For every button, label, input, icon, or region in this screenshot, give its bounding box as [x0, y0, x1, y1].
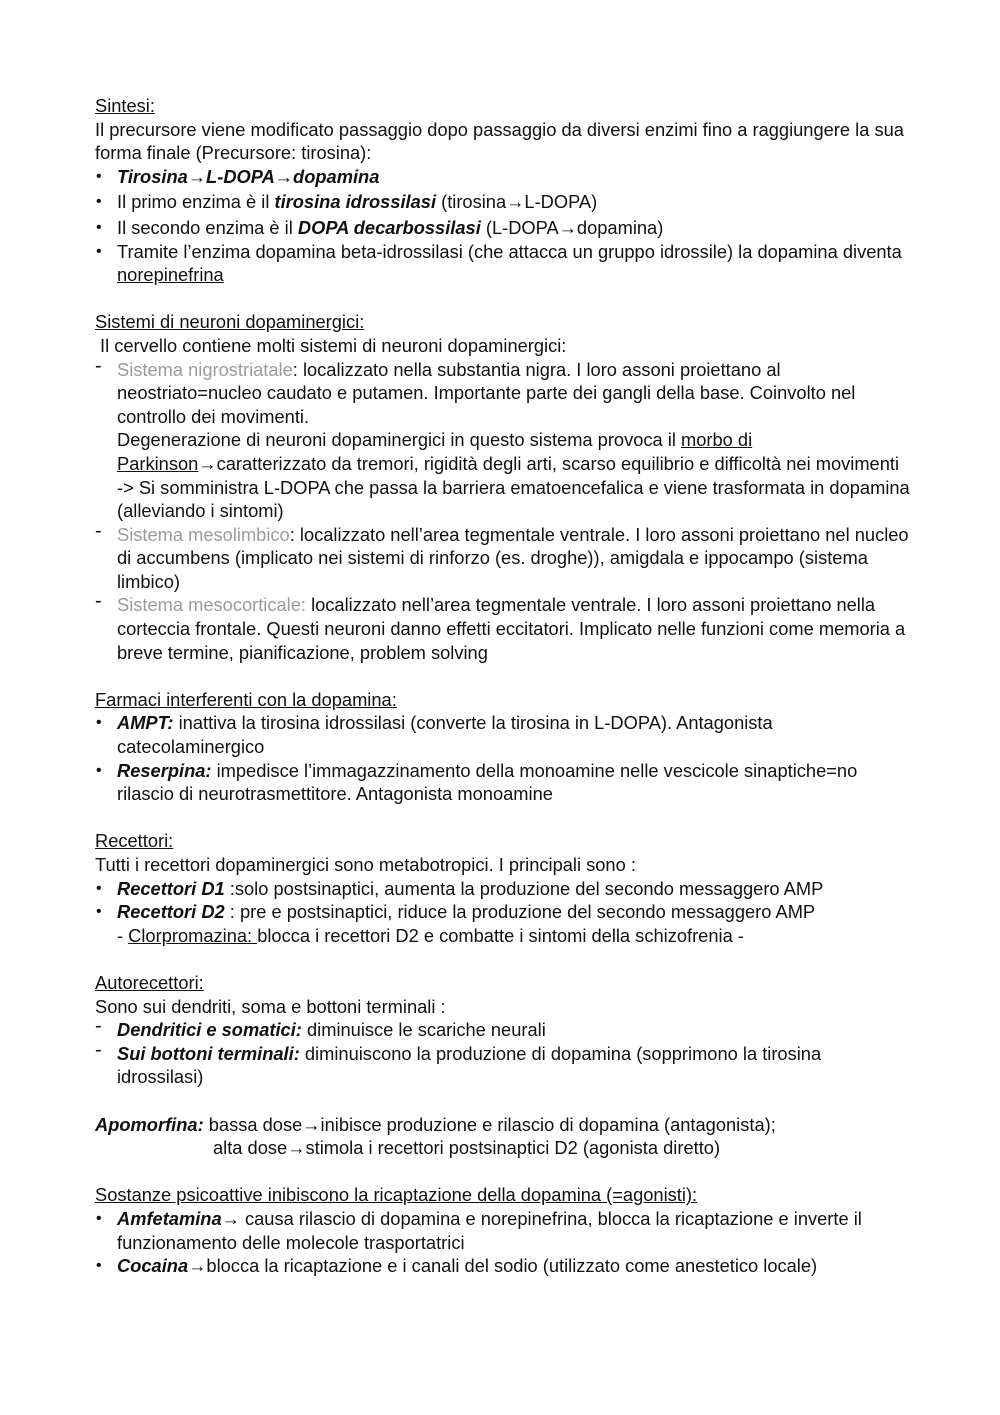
system-name: Sistema nigrostriatale — [117, 358, 293, 380]
underlined-term: norepinefrina — [117, 264, 224, 286]
section-sintesi — [95, 94, 910, 287]
section-farmaci — [95, 688, 910, 806]
list-item: - Sistema nigrostriatale: localizzato nella substantia nigra. I loro assoni proiettano al neostriato=nucleo caudato e putamen. Importante parte dei gangli della base. Coinvolto nel controllo dei movimenti. Degenerazione di neuroni dopaminergici in questo sistema provoca il morbo di Parkinson→caratterizzato da tremori, rigidità degli arti, scarso equilibrio e difficoltà nei movimenti -> Si somministra L-DOPA che passa la barriera ematoencefalica e viene trasformata in dopamina (alleviando i sintomi) — [95, 358, 910, 523]
bullet-list — [95, 711, 910, 805]
enzyme-name: DOPA decarbossilasi — [297, 216, 481, 238]
list-item: - Sui bottoni terminali: diminuiscono la produzione di dopamina (sopprimono la tirosina idrossilasi) — [95, 1042, 910, 1089]
drug-name: AMPT: — [117, 712, 174, 734]
section-recettori — [95, 829, 910, 947]
section-heading: Farmaci interferenti con la dopamina: — [95, 688, 397, 710]
section-heading: Sintesi: — [95, 95, 155, 116]
enzyme-name: tirosina idrossilasi — [274, 191, 437, 213]
paragraph: Il cervello contiene molti sistemi di neuroni dopaminergici: — [100, 334, 567, 356]
paragraph: alta dose→stimola i recettori postsinaptici D2 (agonista diretto) — [213, 1137, 721, 1159]
document-page — [95, 94, 910, 1278]
section-heading: Autorecettori: — [95, 971, 204, 993]
paragraph: Tutti i recettori dopaminergici sono metabotropici. I principali sono : — [95, 854, 636, 875]
paragraph: Il precursore viene modificato passaggio dopo passaggio da diversi enzimi fino a raggiungere la sua forma finale (Precursore: tirosina): — [95, 118, 904, 164]
list-item: • Il secondo enzima è il DOPA decarbossilasi (L-DOPA→dopamina) — [95, 216, 910, 240]
receptor-name: Recettori D1 — [117, 877, 225, 899]
system-name: Sistema mesolimbico — [117, 523, 290, 545]
drug-name: Apomorfina: — [95, 1113, 204, 1135]
substance-name: Cocaina→ — [117, 1255, 207, 1277]
list-item — [95, 165, 910, 189]
list-item: • Il primo enzima è il tirosina idrossilasi (tirosina→L-DOPA) — [95, 190, 910, 214]
section-apomorfina: Apomorfina: bassa dose→inibisce produzione e rilascio di dopamina (antagonista); alta dose→stimola i recettori postsinaptici D2 (agonista diretto) — [95, 1113, 910, 1160]
substance-name: Amfetamina→ — [117, 1207, 240, 1229]
list-item: • Recettori D2 : pre e postsinaptici, riduce la produzione del secondo messaggero AMP - Clorpromazina: blocca i recettori D2 e combatte i sintomi della schizofrenia - — [95, 900, 910, 947]
autoreceptor-name: Dendritici e somatici: — [117, 1019, 302, 1041]
dash-list — [95, 358, 910, 665]
section-heading: Sistemi di neuroni dopaminergici: — [95, 311, 365, 333]
list-item: - Sistema mesolimbico: localizzato nell’area tegmentale ventrale. I loro assoni proiettano nel nucleo di accumbens (implicato nei sistemi di rinforzo (es. droghe)), amigdala e ippocampo (sistema limbico) — [95, 523, 910, 594]
paragraph: Sono sui dendriti, soma e bottoni terminali : — [95, 995, 446, 1017]
list-item: - Sistema mesocorticale: localizzato nell’area tegmentale ventrale. I loro assoni proiettano nella corteccia frontale. Questi neuroni danno effetti eccitatori. Implicato nelle funzioni come memoria a breve termine, pianificazione, problem solving — [95, 593, 910, 664]
list-item: - Dendritici e somatici: diminuisce le scariche neurali — [95, 1018, 910, 1042]
bullet-list — [95, 877, 910, 948]
bullet-list — [95, 165, 910, 287]
list-item: • Amfetamina→ causa rilascio di dopamina e norepinefrina, blocca la ricaptazione e inverte il funzionamento delle molecole trasportatrici — [95, 1207, 910, 1254]
list-item: • Reserpina: impedisce l’immagazzinamento della monoamine nelle vescicole sinaptiche=no rilascio di neurotrasmettitore. Antagonista monoamine — [95, 759, 910, 806]
list-item: • Tramite l’enzima dopamina beta-idrossilasi (che attacca un gruppo idrossile) la dopamina diventa norepinefrina — [95, 240, 910, 287]
section-sistemi — [95, 310, 910, 664]
list-item: • Recettori D1 :solo postsinaptici, aumenta la produzione del secondo messaggero AMP — [95, 877, 910, 901]
section-autorecettori — [95, 971, 910, 1089]
receptor-name: Recettori D2 — [117, 901, 225, 923]
section-heading: Recettori: — [95, 830, 174, 852]
autoreceptor-name: Sui bottoni terminali: — [117, 1042, 300, 1064]
dash-list — [95, 1018, 910, 1089]
underlined-term: morbo di Parkinson — [117, 429, 753, 474]
underlined-term: Clorpromazina: — [128, 924, 258, 946]
list-item: • Cocaina→blocca la ricaptazione e i canali del sodio (utilizzato come anestetico locale) — [95, 1254, 910, 1278]
section-sostanze — [95, 1183, 910, 1277]
drug-name: Reserpina: — [117, 759, 212, 781]
system-name: Sistema mesocorticale: — [117, 594, 306, 616]
bullet-list — [95, 1207, 910, 1278]
pathway-text: Tirosina→L-DOPA→dopamina — [117, 165, 380, 187]
section-heading: Sostanze psicoattive inibiscono la ricaptazione della dopamina (=agonisti): — [95, 1184, 698, 1206]
list-item: • AMPT: inattiva la tirosina idrossilasi (converte la tirosina in L-DOPA). Antagonista catecolaminergico — [95, 711, 910, 758]
